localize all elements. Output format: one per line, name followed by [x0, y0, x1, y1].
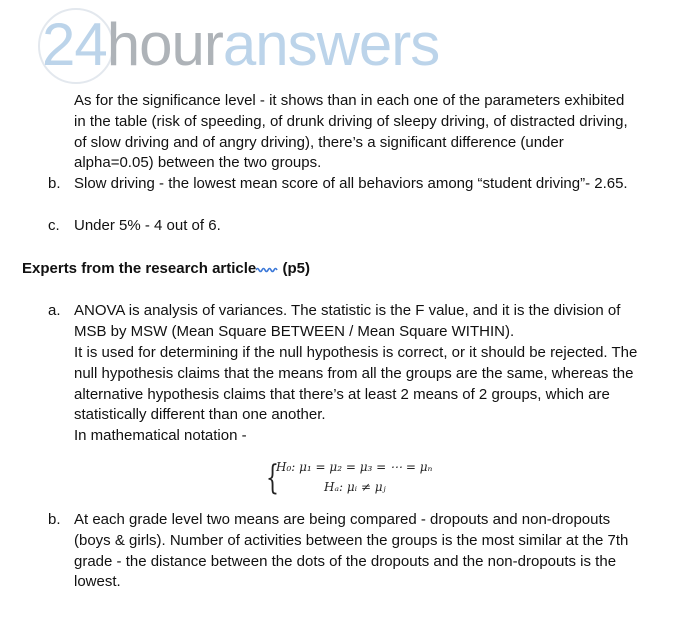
formula-brace: {	[266, 458, 279, 498]
formula-alternative-hypothesis: Hₐ: μᵢ ≠ μⱼ	[324, 480, 386, 494]
site-logo	[38, 8, 558, 86]
notation-intro: In mathematical notation -	[74, 427, 247, 444]
formula-null-hypothesis: H₀: μ₁ = μ₂ = μ₃ = ⋯ = μₙ	[276, 460, 433, 474]
list-item-under-5: Under 5% - 4 out of 6.	[74, 217, 221, 234]
continued-paragraph: As for the significance level - it shows than in each one of the parameters exhibited in the table (risk of speeding, of drunk driving of sleepy driving, of distracted driving, of slow driving and of angry driving), there’s a significant difference (under alpha=0.05) between the two groups.	[74, 92, 628, 172]
anova-paragraph: ANOVA is analysis of variances. The statistic is the F value, and it is the division of MSB by MSW (Mean Square BETWEEN / Mean Square WITHIN).	[74, 302, 621, 340]
list-marker: b.	[48, 511, 61, 528]
spellcheck-squiggle-icon	[256, 266, 278, 274]
logo-word-answers: answers	[222, 11, 440, 78]
section-heading	[22, 259, 310, 279]
list-item-slow-driving: Slow driving - the lowest mean score of all behaviors among “student driving”- 2.65.	[74, 175, 628, 192]
grade-level-paragraph: At each grade level two means are being compared - dropouts and non-dropouts (boys & girls). Number of activities between the groups is the most similar at the 7th grade - the distance between the dots of the dropouts and the non-dropouts is the lowest.	[74, 511, 629, 591]
heading-page-ref: (p5)	[282, 260, 310, 277]
list-marker: a.	[48, 302, 61, 319]
logo-word-hour: hour	[106, 11, 223, 78]
logo-number: 24	[42, 11, 107, 78]
heading-text: Experts from the research article	[22, 260, 257, 277]
logo-text	[42, 10, 439, 80]
hypothesis-formula	[266, 458, 506, 502]
list-marker: c.	[48, 217, 60, 234]
null-hypothesis-paragraph: It is used for determining if the null hypothesis is correct, or it should be rejected. The null hypothesis claims that the means from all the groups are the same, whereas the alternative hypothesis claims that there’s at least 2 means of 2 groups, which are statistically different than one another.	[74, 344, 638, 424]
list-marker: b.	[48, 175, 61, 192]
